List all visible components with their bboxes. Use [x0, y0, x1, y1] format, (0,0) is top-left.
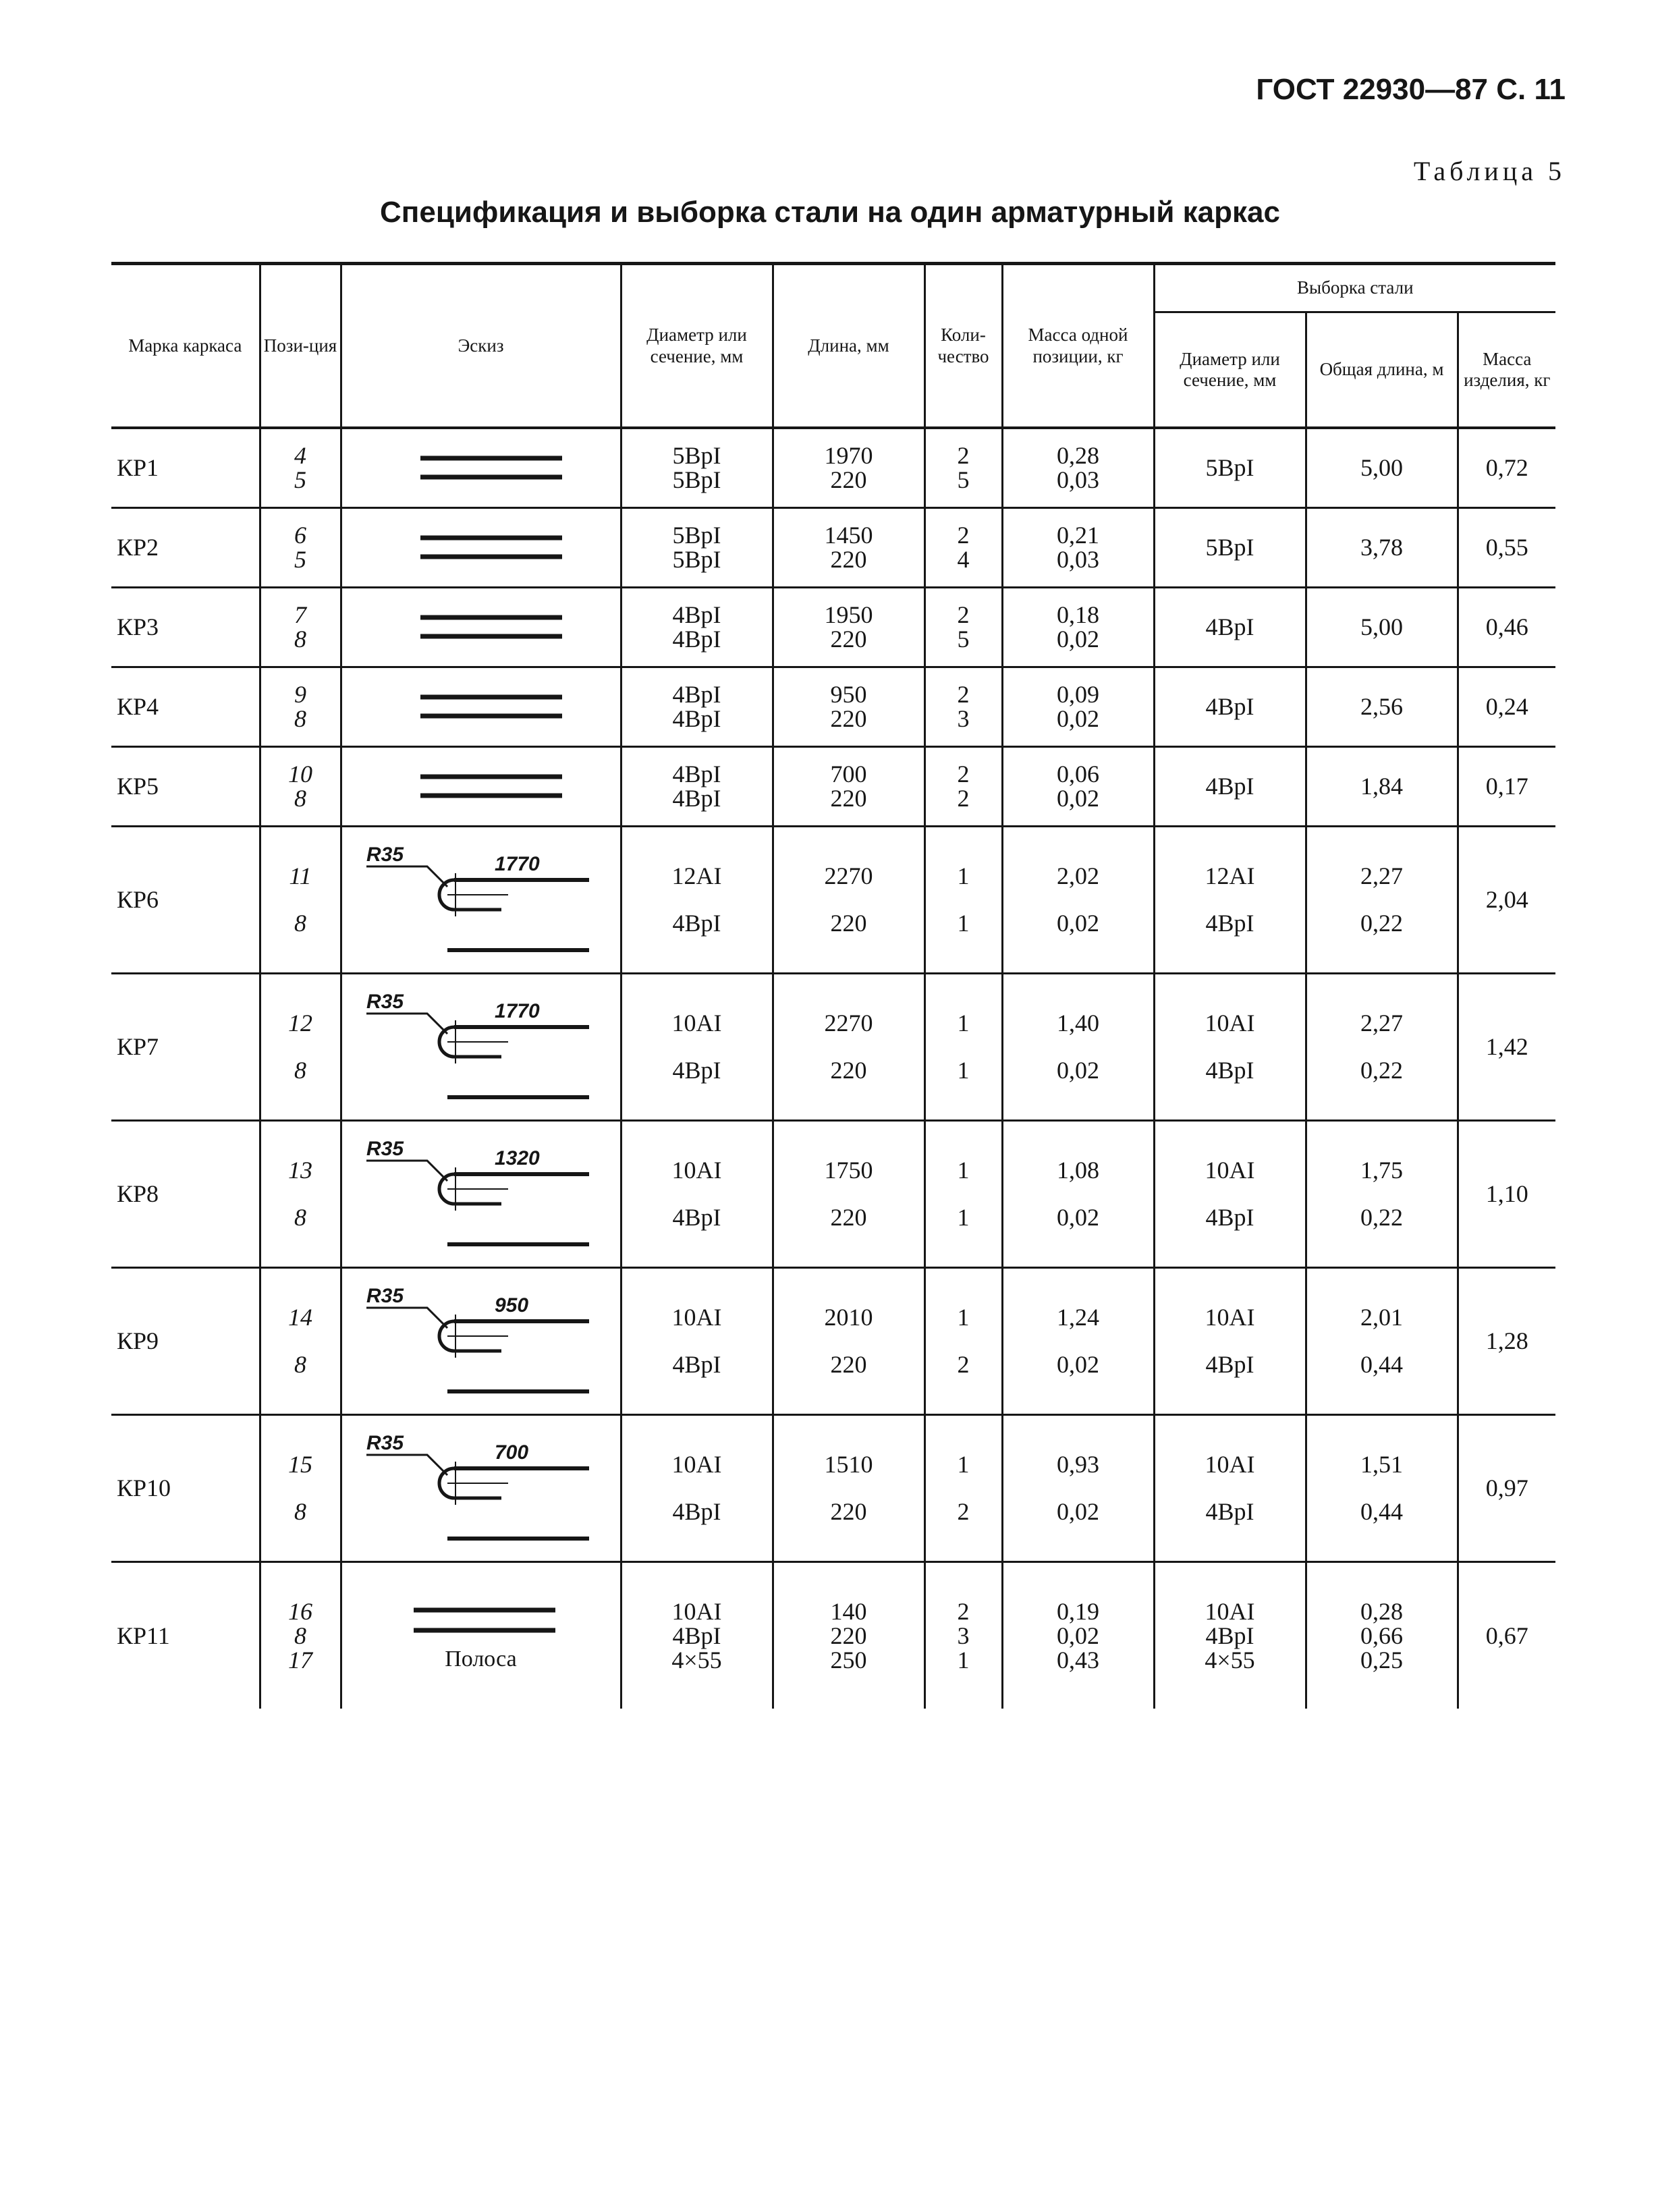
- cell-value: 4ВрI: [672, 1498, 721, 1525]
- length-label: 1770: [494, 1000, 540, 1022]
- cell-value: 8: [294, 705, 306, 732]
- mark-cell: КР10: [111, 1414, 260, 1561]
- cell-value: 2: [957, 1351, 970, 1378]
- col-mass-one: Масса одной позиции, кг: [1002, 264, 1154, 428]
- table-row: [111, 428, 1555, 507]
- hook-sketch: [346, 1417, 616, 1559]
- mark-cell: КР11: [117, 1622, 170, 1649]
- cell-value: 0,28: [1057, 442, 1099, 470]
- cell-value: 4ВрI: [672, 761, 721, 787]
- leader-line: [366, 866, 447, 887]
- rebar-sketch: [346, 669, 616, 744]
- sketch-cell: [341, 973, 621, 1120]
- mark-cell: КР3: [111, 587, 260, 667]
- cell-value: 1: [957, 1010, 970, 1036]
- cell-value: 4ВрI: [1205, 1351, 1254, 1378]
- leader-line: [366, 1014, 447, 1034]
- cell-value: 10АI: [671, 1597, 722, 1625]
- cell-value: 0,02: [1057, 1204, 1099, 1231]
- table-row: [111, 1561, 1555, 1709]
- cell-value: 0,28: [1360, 1597, 1403, 1625]
- cell-value: 2: [957, 601, 970, 628]
- cell-value: 0,22: [1360, 1057, 1403, 1084]
- cell-value: 0,02: [1057, 1351, 1099, 1378]
- cell-value: 220: [830, 1351, 867, 1378]
- table-row: [111, 667, 1555, 746]
- cell-value: 3,78: [1360, 534, 1403, 561]
- cell-value: 1,84: [1360, 773, 1403, 800]
- cell-value: 0,02: [1057, 705, 1099, 732]
- cell-value: 13: [288, 1157, 312, 1184]
- radius-label: R35: [366, 844, 404, 866]
- specification-table: [111, 262, 1555, 1709]
- cell-value: 4ВрI: [1205, 773, 1254, 800]
- cell-value: 4ВрI: [1205, 1204, 1254, 1231]
- cell-value: 1: [957, 1157, 970, 1184]
- cell-value: 1,08: [1057, 1157, 1099, 1184]
- table-row: [111, 1414, 1555, 1561]
- cell-value: 15: [288, 1451, 312, 1478]
- cell-value: 0,43: [1057, 1646, 1099, 1674]
- hook-sketch: [346, 976, 616, 1117]
- cell-value: 1750: [824, 1157, 873, 1184]
- cell-value: 10АI: [671, 1157, 722, 1184]
- cell-value: 2: [957, 1597, 970, 1625]
- cell-value: 10: [288, 761, 312, 787]
- cell-value: 4×55: [1205, 1646, 1255, 1674]
- cell-value: 10АI: [1205, 1010, 1255, 1036]
- cell-value: 4×55: [671, 1646, 722, 1674]
- radius-label: R35: [366, 991, 404, 1013]
- cell-value: 10АI: [1205, 1597, 1255, 1625]
- cell-value: 10АI: [671, 1451, 722, 1478]
- cell-value: 0,09: [1057, 681, 1099, 708]
- cell-value: 220: [830, 466, 867, 494]
- cell-value: 0,66: [1360, 1622, 1403, 1649]
- mark-cell: КР5: [111, 746, 260, 826]
- cell-value: 220: [830, 1057, 867, 1084]
- cell-value: 1970: [824, 442, 873, 470]
- cell-value: 4ВрI: [672, 705, 721, 732]
- mark-cell: КР7: [111, 973, 260, 1120]
- item-mass-cell: 2,04: [1458, 826, 1555, 973]
- rebar-sketch: [346, 590, 616, 664]
- cell-value: 700: [830, 761, 867, 787]
- cell-value: 10АI: [1205, 1304, 1255, 1331]
- cell-value: 0,03: [1057, 466, 1099, 494]
- cell-value: 1510: [824, 1451, 873, 1478]
- table-title: Спецификация и выборка стали на один арматурный каркас: [380, 196, 1280, 229]
- cell-value: 0,02: [1057, 910, 1099, 937]
- col-sel-diameter: Диаметр или сечение, мм: [1154, 312, 1306, 428]
- cell-value: 5ВрI: [1205, 534, 1254, 561]
- cell-value: 0,06: [1057, 761, 1099, 787]
- cell-value: 0,19: [1057, 1597, 1099, 1625]
- cell-value: 5ВрI: [672, 522, 721, 549]
- cell-value: 2,01: [1360, 1304, 1403, 1331]
- cell-value: 8: [294, 626, 306, 653]
- cell-value: 0,02: [1057, 626, 1099, 653]
- col-diameter: Диаметр или сечение, мм: [621, 264, 773, 428]
- cell-value: 1,75: [1360, 1157, 1403, 1184]
- item-mass-cell: 0,46: [1458, 587, 1555, 667]
- table-row: [111, 973, 1555, 1120]
- cell-value: 0,93: [1057, 1451, 1099, 1478]
- cell-value: 12АI: [671, 862, 722, 889]
- cell-value: 8: [294, 910, 306, 937]
- cell-value: 220: [830, 1204, 867, 1231]
- sketch-cell: [341, 507, 621, 587]
- cell-value: 4ВрI: [1205, 613, 1254, 640]
- cell-value: 5ВрI: [1205, 454, 1254, 482]
- cell-value: 1: [957, 1057, 970, 1084]
- mark-cell: КР1: [111, 428, 260, 507]
- table-row: [111, 587, 1555, 667]
- rebar-sketch: [346, 749, 616, 823]
- cell-value: 220: [830, 1622, 867, 1649]
- cell-value: 220: [830, 1498, 867, 1525]
- cell-value: 1,24: [1057, 1304, 1099, 1331]
- item-mass-cell: 0,97: [1458, 1414, 1555, 1561]
- table-label: Таблица 5: [1413, 156, 1566, 186]
- cell-value: 0,22: [1360, 910, 1403, 937]
- item-mass-cell: 0,67: [1458, 1561, 1555, 1709]
- sketch-cell: [341, 1120, 621, 1267]
- cell-value: 4ВрI: [1205, 1622, 1254, 1649]
- item-mass-cell: 1,28: [1458, 1267, 1555, 1414]
- cell-value: 4ВрI: [672, 910, 721, 937]
- cell-value: 5: [957, 466, 970, 494]
- radius-label: R35: [366, 1138, 404, 1160]
- cell-value: 1,40: [1057, 1010, 1099, 1036]
- cell-value: 2: [957, 442, 970, 470]
- col-item-mass: Масса изделия, кг: [1458, 312, 1555, 428]
- cell-value: 220: [830, 546, 867, 573]
- cell-value: 5,00: [1360, 454, 1403, 482]
- cell-value: 1: [957, 862, 970, 889]
- cell-value: 0,25: [1360, 1646, 1403, 1674]
- cell-value: 4: [294, 442, 306, 470]
- cell-value: 1: [957, 1204, 970, 1231]
- leader-line: [366, 1308, 447, 1328]
- sketch-cell: [341, 428, 621, 507]
- cell-value: 220: [830, 910, 867, 937]
- cell-value: 6: [294, 522, 306, 549]
- hook-sketch: [346, 1270, 616, 1412]
- col-length: Длина, мм: [773, 264, 924, 428]
- cell-value: 2,27: [1360, 862, 1403, 889]
- cell-value: 2: [957, 1498, 970, 1525]
- item-mass-cell: 0,17: [1458, 746, 1555, 826]
- strip-label: Полоса: [445, 1646, 517, 1671]
- radius-label: R35: [366, 1432, 404, 1454]
- cell-value: 1: [957, 910, 970, 937]
- cell-value: 4ВрI: [672, 1057, 721, 1084]
- page-header: ГОСТ 22930—87 С. 11: [1256, 73, 1566, 106]
- cell-value: 5,00: [1360, 613, 1403, 640]
- sketch-cell: [341, 826, 621, 973]
- cell-value: 0,44: [1360, 1351, 1403, 1378]
- mark-cell: КР8: [111, 1120, 260, 1267]
- cell-value: 8: [294, 1498, 306, 1525]
- cell-value: 5: [957, 626, 970, 653]
- col-position: Пози-ция: [260, 264, 341, 428]
- cell-value: 8: [294, 1351, 306, 1378]
- rebar-sketch: [346, 1599, 616, 1647]
- sketch-cell: [341, 587, 621, 667]
- cell-value: 0,02: [1057, 785, 1099, 812]
- cell-value: 0,18: [1057, 601, 1099, 628]
- cell-value: 4ВрI: [1205, 1498, 1254, 1525]
- length-label: 1320: [494, 1147, 540, 1169]
- cell-value: 5: [294, 546, 306, 573]
- cell-value: 0,02: [1057, 1622, 1099, 1649]
- cell-value: 0,21: [1057, 522, 1099, 549]
- cell-value: 4ВрI: [672, 1622, 721, 1649]
- cell-value: 3: [957, 705, 970, 732]
- mark-cell: КР9: [111, 1267, 260, 1414]
- table-row: [111, 1267, 1555, 1414]
- cell-value: 16: [288, 1597, 312, 1625]
- cell-value: 2,02: [1057, 862, 1099, 889]
- cell-value: 4ВрI: [672, 1351, 721, 1378]
- cell-value: 2270: [824, 1010, 873, 1036]
- cell-value: 220: [830, 785, 867, 812]
- cell-value: 1,51: [1360, 1451, 1403, 1478]
- cell-value: 3: [957, 1622, 970, 1649]
- rebar-sketch: [346, 510, 616, 584]
- strip-sketch: [342, 1599, 620, 1672]
- cell-value: 4: [957, 546, 970, 573]
- cell-value: 0,44: [1360, 1498, 1403, 1525]
- cell-value: 0,22: [1360, 1204, 1403, 1231]
- cell-value: 4ВрI: [1205, 1057, 1254, 1084]
- sketch-cell: [341, 667, 621, 746]
- mark-cell: КР4: [111, 667, 260, 746]
- col-total-length: Общая длина, м: [1306, 312, 1458, 428]
- cell-value: 10АI: [671, 1010, 722, 1036]
- cell-value: 8: [294, 1057, 306, 1084]
- cell-value: 7: [294, 601, 306, 628]
- table-row: [111, 1120, 1555, 1267]
- table-row: [111, 507, 1555, 587]
- cell-value: 220: [830, 705, 867, 732]
- cell-value: 5ВрI: [672, 546, 721, 573]
- hook-sketch: [346, 829, 616, 970]
- sketch-cell: [341, 1267, 621, 1414]
- cell-value: 10АI: [1205, 1451, 1255, 1478]
- mark-cell: КР6: [111, 826, 260, 973]
- length-label: 700: [494, 1441, 528, 1464]
- cell-value: 2: [957, 785, 970, 812]
- cell-value: 10АI: [1205, 1157, 1255, 1184]
- cell-value: 4ВрI: [672, 785, 721, 812]
- cell-value: 11: [289, 862, 312, 889]
- length-label: 950: [494, 1294, 528, 1317]
- cell-value: 250: [830, 1646, 867, 1674]
- cell-value: 220: [830, 626, 867, 653]
- item-mass-cell: 1,10: [1458, 1120, 1555, 1267]
- cell-value: 1950: [824, 601, 873, 628]
- cell-value: 0,02: [1057, 1057, 1099, 1084]
- cell-value: 12: [288, 1010, 312, 1036]
- cell-value: 17: [288, 1646, 312, 1674]
- leader-line: [366, 1455, 447, 1475]
- item-mass-cell: 0,72: [1458, 428, 1555, 507]
- cell-value: 5ВрI: [672, 442, 721, 470]
- col-sketch: Эскиз: [341, 264, 621, 428]
- cell-value: 2010: [824, 1304, 873, 1331]
- length-label: 1770: [494, 853, 540, 875]
- cell-value: 2270: [824, 862, 873, 889]
- col-selection: Выборка стали: [1154, 264, 1555, 312]
- item-mass-cell: 0,55: [1458, 507, 1555, 587]
- cell-value: 1: [957, 1646, 970, 1674]
- cell-value: 2,27: [1360, 1010, 1403, 1036]
- leader-line: [366, 1161, 447, 1181]
- rebar-sketch: [346, 431, 616, 505]
- cell-value: 0,03: [1057, 546, 1099, 573]
- cell-value: 8: [294, 1622, 306, 1649]
- cell-value: 8: [294, 1204, 306, 1231]
- table-row: [111, 826, 1555, 973]
- sketch-cell: [341, 1561, 621, 1709]
- cell-value: 1: [957, 1451, 970, 1478]
- col-mark: Марка каркаса: [111, 264, 260, 428]
- cell-value: 2: [957, 681, 970, 708]
- cell-value: 4ВрI: [672, 1204, 721, 1231]
- sketch-cell: [341, 1414, 621, 1561]
- radius-label: R35: [366, 1285, 404, 1307]
- cell-value: 2: [957, 761, 970, 787]
- col-quantity: Коли-чество: [924, 264, 1002, 428]
- cell-value: 140: [830, 1597, 867, 1625]
- cell-value: 12АI: [1205, 862, 1255, 889]
- cell-value: 1450: [824, 522, 873, 549]
- item-mass-cell: 1,42: [1458, 973, 1555, 1120]
- cell-value: 5ВрI: [672, 466, 721, 494]
- cell-value: 4ВрI: [1205, 910, 1254, 937]
- item-mass-cell: 0,24: [1458, 667, 1555, 746]
- cell-value: 14: [288, 1304, 312, 1331]
- mark-cell: КР2: [111, 507, 260, 587]
- cell-value: 4ВрI: [1205, 693, 1254, 720]
- hook-sketch: [346, 1123, 616, 1265]
- cell-value: 8: [294, 785, 306, 812]
- cell-value: 0,02: [1057, 1498, 1099, 1525]
- sketch-cell: [341, 746, 621, 826]
- cell-value: 10АI: [671, 1304, 722, 1331]
- cell-value: 2: [957, 522, 970, 549]
- cell-value: 4ВрI: [672, 681, 721, 708]
- cell-value: 1: [957, 1304, 970, 1331]
- cell-value: 4ВрI: [672, 626, 721, 653]
- table-row: [111, 746, 1555, 826]
- cell-value: 9: [294, 681, 306, 708]
- cell-value: 5: [294, 466, 306, 494]
- cell-value: 2,56: [1360, 693, 1403, 720]
- cell-value: 4ВрI: [672, 601, 721, 628]
- cell-value: 950: [830, 681, 867, 708]
